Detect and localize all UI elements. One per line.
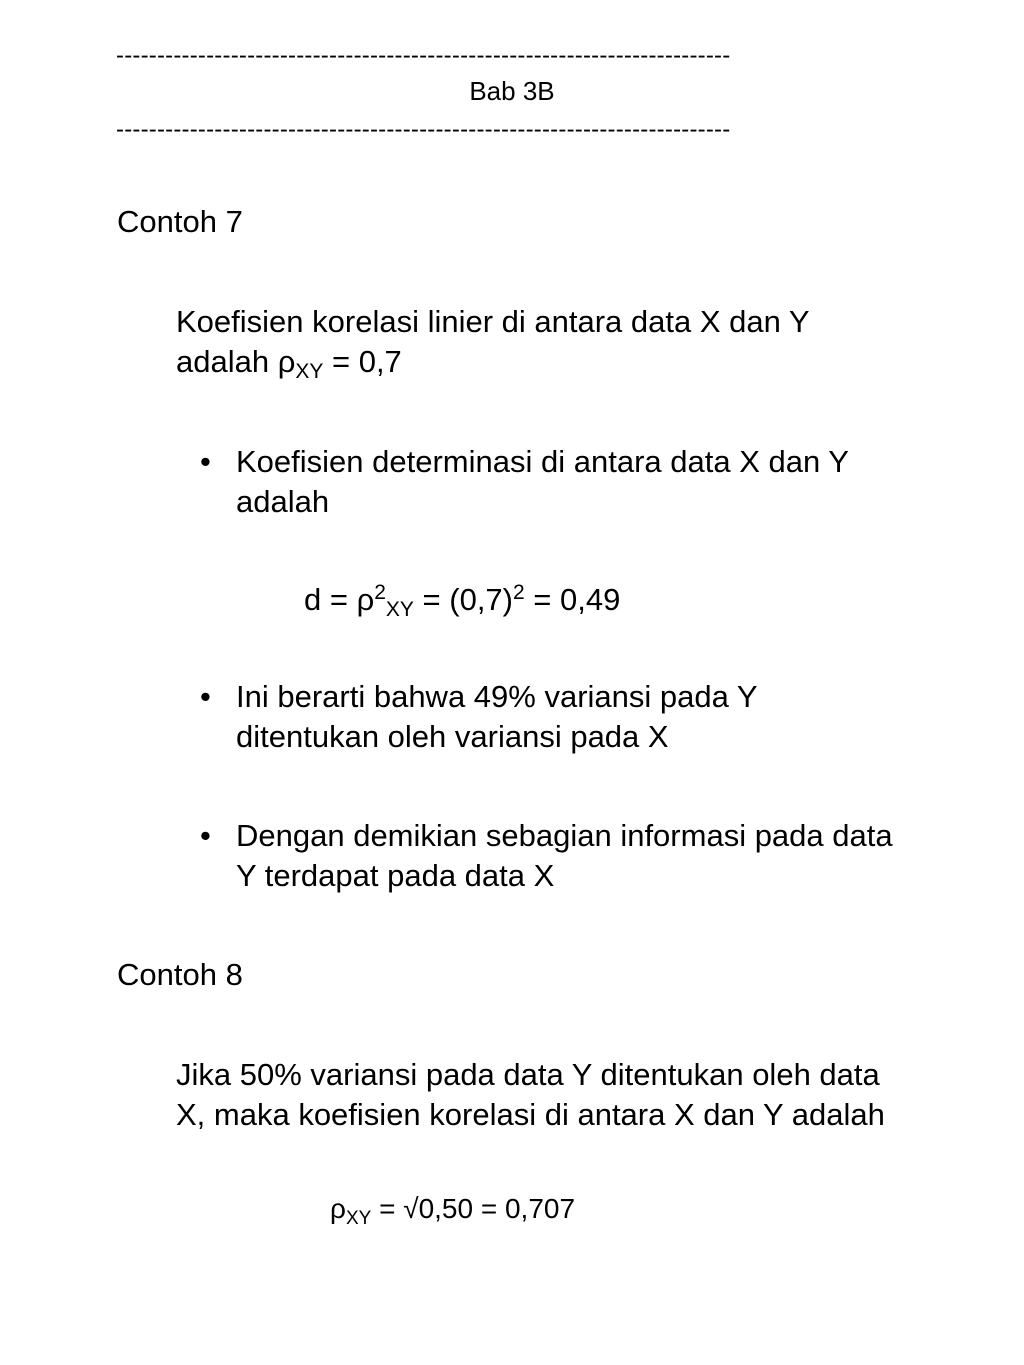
bullet2-line2: ditentukan oleh variansi pada X: [236, 719, 669, 754]
formula-squared: 2: [374, 581, 386, 604]
rho-symbol: ρ: [277, 344, 296, 379]
bullet1-line2: adalah: [236, 484, 330, 519]
example8-line1: Jika 50% variansi pada data Y ditentukan oleh data: [176, 1057, 880, 1092]
example7-intro-line2: [176, 342, 402, 385]
bullet-marker-1: •: [200, 444, 211, 479]
formula8-xy-subscript: XY: [345, 1208, 372, 1229]
page-title: Bab 3B: [469, 76, 555, 106]
formula-result: = 0,49: [524, 582, 621, 617]
correlation-formula: [330, 1192, 575, 1231]
example8-heading: Contoh 8: [117, 957, 243, 992]
formula8-rho: ρ: [330, 1193, 346, 1224]
formula-rho: ρ: [356, 582, 375, 617]
xy-subscript: XY: [295, 360, 324, 383]
bullet2-line1: Ini berarti bahwa 49% variansi pada Y: [236, 679, 758, 714]
intro-value: = 0,7: [323, 344, 402, 379]
bullet-marker-3: •: [200, 818, 211, 853]
header-rule-bottom: ---------------------------------------------------------------------------: [116, 116, 731, 143]
example8-line2: X, maka koefisien korelasi di antara X dan Y adalah: [176, 1097, 885, 1132]
bullet3-line2: Y terdapat pada data X: [236, 858, 555, 893]
bullet3-line1: Dengan demikian sebagian informasi pada data: [236, 818, 893, 853]
header-rule-top: ---------------------------------------------------------------------------: [116, 42, 731, 69]
formula-d: d =: [304, 582, 357, 617]
bullet-marker-2: •: [200, 679, 211, 714]
example7-heading: Contoh 7: [117, 204, 243, 239]
determination-formula: [304, 580, 620, 622]
intro-prefix: adalah: [176, 344, 278, 379]
bullet1-line1: Koefisien determinasi di antara data X dan Y: [236, 444, 849, 479]
formula-mid: = (0,7): [413, 582, 513, 617]
formula-xy-subscript: XY: [385, 598, 414, 621]
formula8-rest: = √0,50 = 0,707: [371, 1193, 576, 1224]
formula-squared-2: 2: [513, 581, 525, 604]
example7-intro-line1: Koefisien korelasi linier di antara data X dan Y: [176, 304, 810, 339]
